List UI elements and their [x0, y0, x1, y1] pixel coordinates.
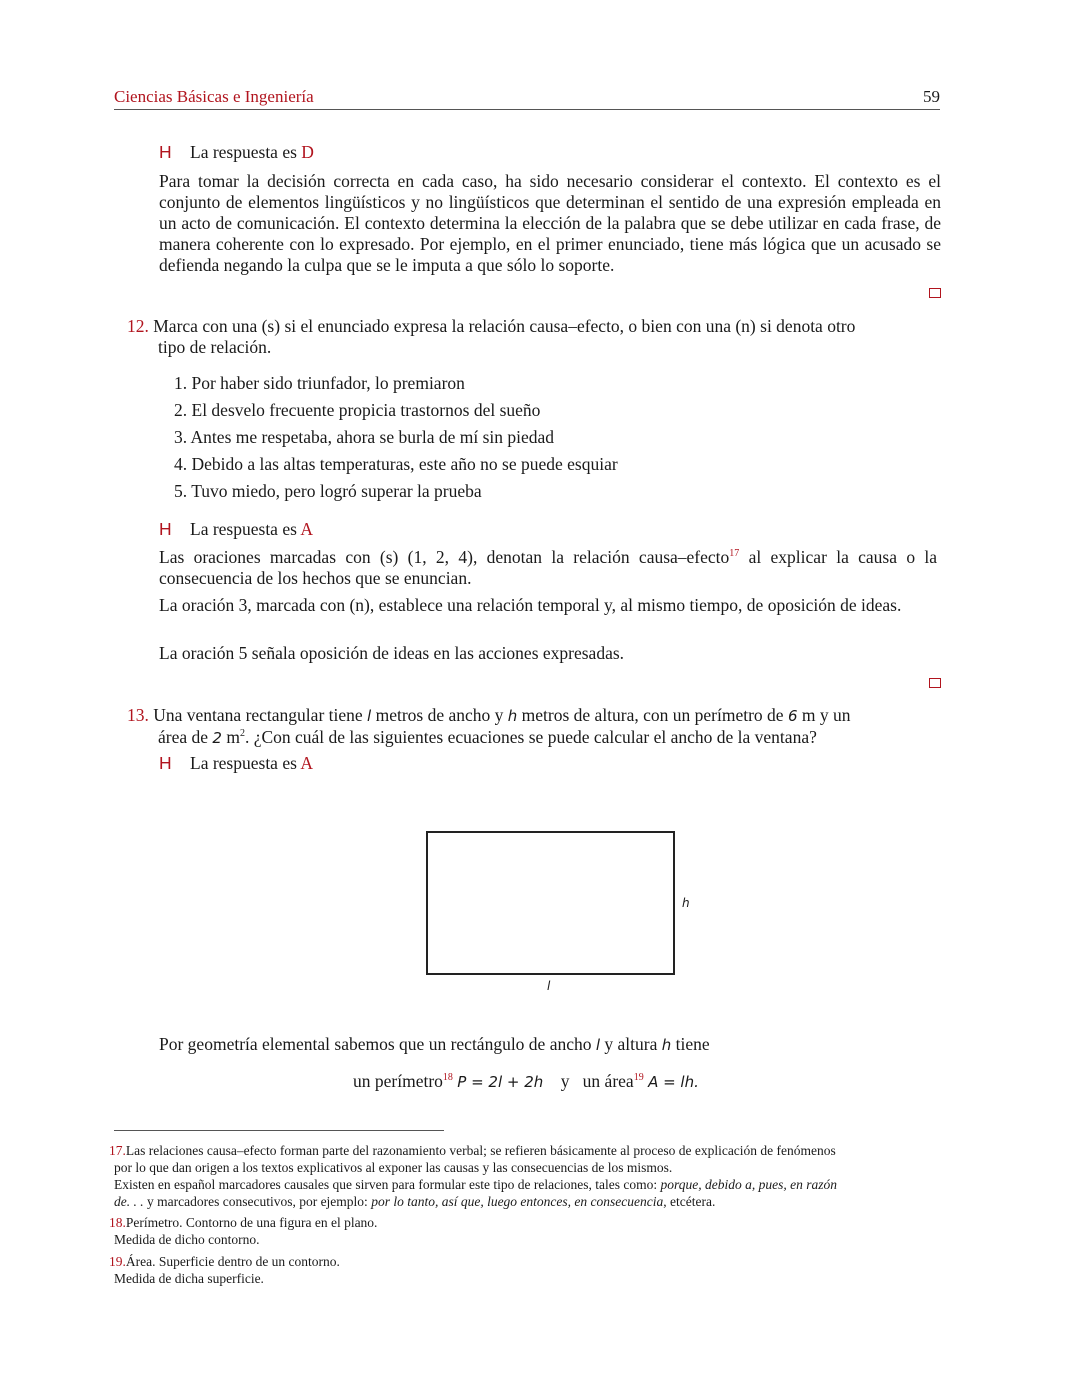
var-h: h: [507, 707, 518, 725]
question-text: Marca con una (s) si el enunciado expresa la relación causa–efecto, o bien con una (n) si denota otro: [153, 316, 856, 336]
footnote-number: 18.: [109, 1215, 126, 1230]
q11-explanation: Para tomar la decisión correcta en cada caso, ha sido necesario considerar el contexto. El contexto es el conjunto de elementos lingüísticos y no lingüísticos que determinan el sentido de una expresión empleada en un acto de comunicación. El contexto determina la elección de la palabra que se debe utilizar en cada frase, de manera coherente con lo expresado. Por ejemplo, en el primer enunciado, tiene más lógica que un acusado se defienda negando la culpa que se le imputa a que sólo lo soporte.: [159, 171, 941, 275]
q12-explanation-3: La oración 5 señala oposición de ideas en las acciones expresadas.: [159, 643, 625, 663]
running-header: [114, 87, 940, 110]
geometry-statement: Por geometría elemental sabemos que un rectángulo de ancho l y altura h tiene: [159, 1034, 710, 1054]
perimeter-value: 6: [787, 707, 798, 725]
question-13: 13. Una ventana rectangular tiene l metros de ancho y h metros de altura, con un perímetro de 6 m y un área de 2 $m^2$. ¿Con cuál de las siguientes ecuaciones se puede calcular el ancho de la ventana?: [127, 705, 851, 747]
question-text-cont: tipo de relación.: [158, 337, 272, 357]
list-item: 3. Antes me respetaba, ahora se burla de mí sin piedad: [174, 427, 555, 447]
list-item: 5. Tuvo miedo, pero logró superar la prueba: [174, 481, 482, 501]
var-l: l: [367, 707, 372, 725]
footnote-number: 17.: [109, 1143, 126, 1158]
answer-marker-icon: H: [159, 142, 172, 162]
perimeter-formula: P = 2l + 2h: [457, 1073, 544, 1091]
footnote-19: 19.Área. Superficie dentro de un contorno. Medida de dicha superficie.: [109, 1254, 340, 1286]
answer-prefix: La respuesta es: [190, 142, 297, 162]
answer-line-q13: [159, 753, 313, 774]
list-item: 4. Debido a las altas temperaturas, este año no se puede esquiar: [174, 454, 618, 474]
answer-prefix: La respuesta es: [190, 519, 297, 539]
footnote-17: 17.Las relaciones causa–efecto forman parte del razonamiento verbal; se refieren básicamente al proceso de explicación de fenómenos por lo que dan origen a los textos explicativos al exponer las causas y las consecuencias de los mismos. Existen en español marcadores causales que sirven para formular este tipo de relaciones, tales como: porque, debido a, pues, en razón de. . . y marcadores consecutivos, por ejemplo: por lo tanto, así que, luego entonces, en consecuencia, etcétera.: [109, 1143, 838, 1209]
footnote-number: 19.: [109, 1254, 126, 1269]
answer-letter: D: [301, 142, 314, 162]
formula-line: un perímetro$^{18}$ P = 2l + 2h y un área$^{19}$ A = lh.: [353, 1071, 699, 1091]
label-h: h: [682, 896, 690, 910]
footnote-divider: [114, 1130, 444, 1131]
footnote-18: 18.Perímetro. Contorno de una figura en el plano. Medida de dicho contorno.: [109, 1215, 378, 1247]
question-number: 13.: [127, 705, 149, 725]
answer-marker-icon: H: [159, 519, 172, 539]
q12-explanation-1: Las oraciones marcadas con (s) (1, 2, 4), denotan la relación causa–efecto$^{17}$ al explicar la causa o la consecuencia de los hechos que se enuncian.: [159, 547, 938, 588]
footnote-ref-19[interactable]: 19: [633, 1072, 644, 1084]
list-item: 1. Por haber sido triunfador, lo premiaron: [174, 373, 465, 393]
area-formula: A = lh.: [648, 1073, 699, 1091]
page-number: 59: [923, 87, 940, 106]
answer-line-q11: [159, 142, 314, 163]
area-value: 2: [212, 729, 222, 747]
answer-letter: A: [300, 519, 313, 539]
end-of-proof-icon: [929, 678, 941, 688]
answer-prefix: La respuesta es: [190, 753, 297, 773]
question-number: 12.: [127, 316, 149, 336]
answer-line-q12: [159, 519, 313, 540]
footnote-ref-17[interactable]: 17: [729, 548, 740, 560]
answer-letter: A: [300, 753, 313, 773]
end-of-proof-icon: [929, 288, 941, 298]
label-l: l: [547, 979, 551, 993]
footnote-ref-18[interactable]: 18: [442, 1072, 453, 1084]
answer-marker-icon: H: [159, 753, 172, 773]
rectangle-figure: [426, 831, 675, 975]
q12-explanation-2: La oración 3, marcada con (n), establece una relación temporal y, al mismo tiempo, de oposición de ideas.: [159, 595, 902, 615]
list-item: 2. El desvelo frecuente propicia trastornos del sueño: [174, 400, 541, 420]
section-title: Ciencias Básicas e Ingeniería: [114, 87, 314, 106]
question-12: [127, 316, 942, 358]
